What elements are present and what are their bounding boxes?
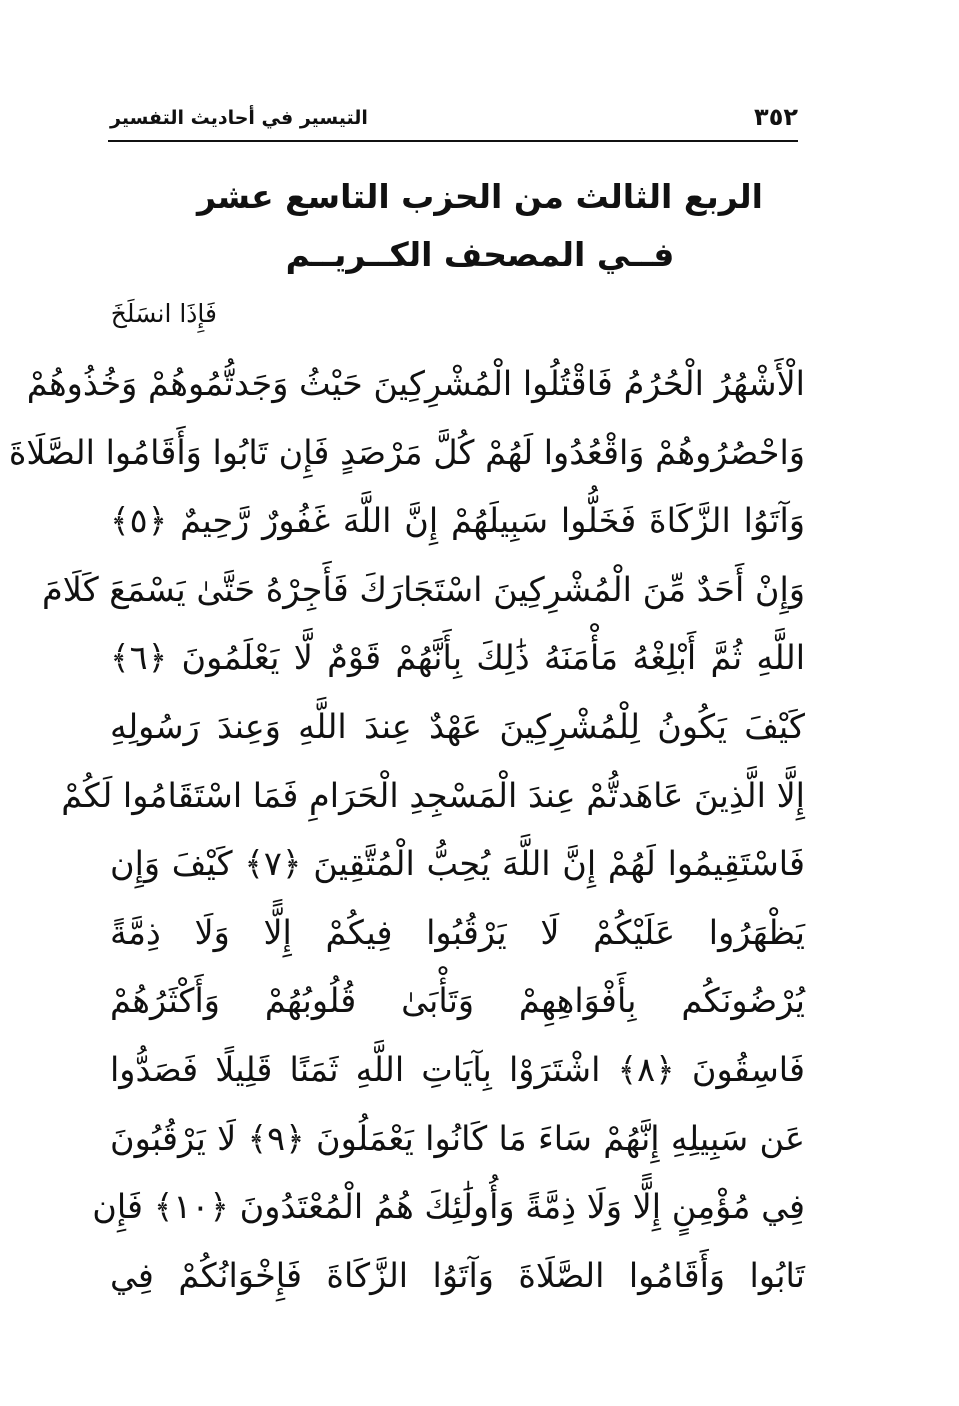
page-header (110, 102, 798, 138)
verse-line: وَإِنْ أَحَدٌ مِّنَ الْمُشْرِكِينَ اسْتَجَارَكَ فَأَجِرْهُ حَتَّىٰ يَسْمَعَ كَلَامَ (41, 569, 805, 609)
verse-line: وَاحْصُرُوهُمْ وَاقْعُدُوا لَهُمْ كُلَّ مَرْصَدٍ فَإِن تَابُوا وَأَقَامُوا الصَّلَاةَ (8, 432, 805, 472)
verse-line: وَآتَوُا الزَّكَاةَ فَخَلُّوا سَبِيلَهُمْ إِنَّ اللَّهَ غَفُورٌ رَّحِيمٌ ﴿٥﴾ (110, 501, 805, 541)
verse-line: فَاسِقُونَ ﴿٨﴾ اشْتَرَوْا بِآيَاتِ اللَّهِ ثَمَنًا قَلِيلًا فَصَدُّوا (110, 1049, 806, 1089)
page-number: ٣٥٢ (754, 103, 798, 131)
juz-start-marker: فَإِذَا انسَلَخَ (110, 299, 217, 328)
verse-line: يُرْضُونَكُم بِأَفْوَاهِهِمْ وَتَأْبَىٰ قُلُوبُهُمْ وَأَكْثَرُهُمْ (110, 981, 805, 1021)
header-rule (108, 140, 798, 142)
verse-line: عَن سَبِيلِهِ إِنَّهُمْ سَاءَ مَا كَانُوا يَعْمَلُونَ ﴿٩﴾ لَا يَرْقُبُونَ (110, 1118, 805, 1158)
quran-verses (8, 350, 806, 1310)
verse-line: يَظْهَرُوا عَلَيْكُمْ لَا يَرْقُبُوا فِيكُمْ إِلًّا وَلَا ذِمَّةً (110, 912, 805, 952)
verse-line: الْأَشْهُرُ الْحُرُمُ فَاقْتُلُوا الْمُشْرِكِينَ حَيْثُ وَجَدتُّمُوهُمْ وَخُذُوهُمْ (26, 364, 805, 403)
section-title-line-1: الربع الثالث من الحزب التاسع عشر (196, 177, 763, 216)
section-title (110, 168, 850, 284)
verse-line: إِلَّا الَّذِينَ عَاهَدتُّمْ عِندَ الْمَسْجِدِ الْحَرَامِ فَمَا اسْتَقَامُوا لَكُمْ (61, 775, 805, 815)
section-title-line-2: فــي المصحف الكــريــم (285, 235, 675, 274)
running-title: التيسير في أحاديث التفسير (110, 107, 368, 129)
verse-line: تَابُوا وَأَقَامُوا الصَّلَاةَ وَآتَوُا الزَّكَاةَ فَإِخْوَانُكُمْ فِي (110, 1255, 805, 1295)
verse-line: فَاسْتَقِيمُوا لَهُمْ إِنَّ اللَّهَ يُحِبُّ الْمُتَّقِينَ ﴿٧﴾ كَيْفَ وَإِن (110, 844, 806, 884)
verse-line: كَيْفَ يَكُونُ لِلْمُشْرِكِينَ عَهْدٌ عِندَ اللَّهِ وَعِندَ رَسُولِهِ (110, 706, 805, 746)
verse-line: اللَّهِ ثُمَّ أَبْلِغْهُ مَأْمَنَهُ ذَٰلِكَ بِأَنَّهُمْ قَوْمٌ لَّا يَعْلَمُونَ ﴿٦﴾ (110, 638, 805, 678)
verse-line: فِي مُؤْمِنٍ إِلًّا وَلَا ذِمَّةً وَأُولَٰئِكَ هُمُ الْمُعْتَدُونَ ﴿١٠﴾ فَإِن (92, 1187, 805, 1227)
